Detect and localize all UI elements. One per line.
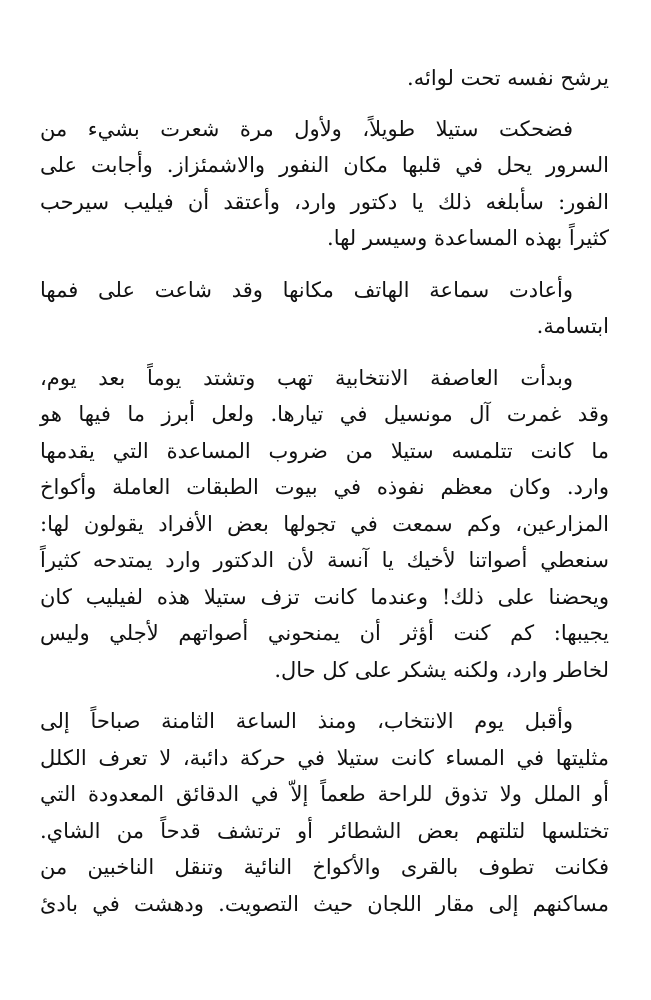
text-line: كثيراً بهذه المساعدة وسيسر لها. [327, 226, 609, 250]
paragraph [40, 360, 609, 689]
text-line: فكانت تطوف بالقرى والأكواخ النائية وتنقل الناخبين من [40, 855, 609, 879]
text-line: سنعطي أصواتنا لأخيك يا آنسة لأن الدكتور وارد يمتدحه كثيراً [40, 548, 609, 572]
text-line: ويحضنا على ذلك! وعندما كانت تزف ستيلا هذه لفيليب كان [40, 584, 609, 609]
text-line: مثليتها في المساء كانت ستيلا في حركة دائبة، لا تعرف الكلل [40, 745, 609, 770]
paragraph [40, 111, 609, 257]
paragraph [40, 272, 609, 345]
text-line: تختلسها لتلتهم بعض الشطائر أو ترتشف قدحاً من الشاي. [40, 818, 609, 843]
text-line: ابتسامة. [536, 314, 609, 338]
paragraph [40, 703, 609, 922]
text-line: فضحكت ستيلا طويلاً، ولأول مرة شعرت بشيء من [40, 116, 573, 141]
text-line: أو الملل ولا تذوق للراحة طعماً إلاّ في الدقائق المعدودة التي [40, 782, 609, 806]
text-line: يجيبها: كم كنت أؤثر أن يمنحوني أصواتهم لأجلي وليس [40, 621, 609, 645]
paragraph [40, 60, 609, 97]
text-line: الفور: سأبلغه ذلك يا دكتور وارد، وأعتقد أن فيليب سيرحب [40, 189, 609, 214]
text-line: لخاطر وارد، ولكنه يشكر على كل حال. [274, 657, 609, 682]
text-line: وارد. وكان معظم نفوذه في بيوت الطبقات العاملة وأكواخ [40, 475, 609, 499]
text-line: المزارعين، وكم سمعت في تجولها بعض الأفراد يقولون لها: [40, 511, 609, 536]
text-line: وأقبل يوم الانتخاب، ومنذ الساعة الثامنة صباحاً إلى [40, 709, 573, 733]
text-line: وبدأت العاصفة الانتخابية تهب وتشتد يوماً بعد يوم، [40, 365, 573, 390]
text-line: يرشح نفسه تحت لوائه. [407, 66, 609, 90]
text-line: مساكنهم إلى مقار اللجان حيث التصويت. ودهشت في بادئ [40, 891, 609, 916]
text-line: وقد غمرت آل مونسيل في تيارها. ولعل أبرز ما فيها هو [40, 402, 609, 426]
text-line: السرور يحل في قلبها مكان النفور والاشمئزاز. وأجابت على [40, 153, 609, 177]
text-line: ما كانت تتلمسه ستيلا من ضروب المساعدة التي يقدمها [40, 438, 609, 463]
text-line: وأعادت سماعة الهاتف مكانها وقد شاعت على فمها [40, 277, 573, 302]
